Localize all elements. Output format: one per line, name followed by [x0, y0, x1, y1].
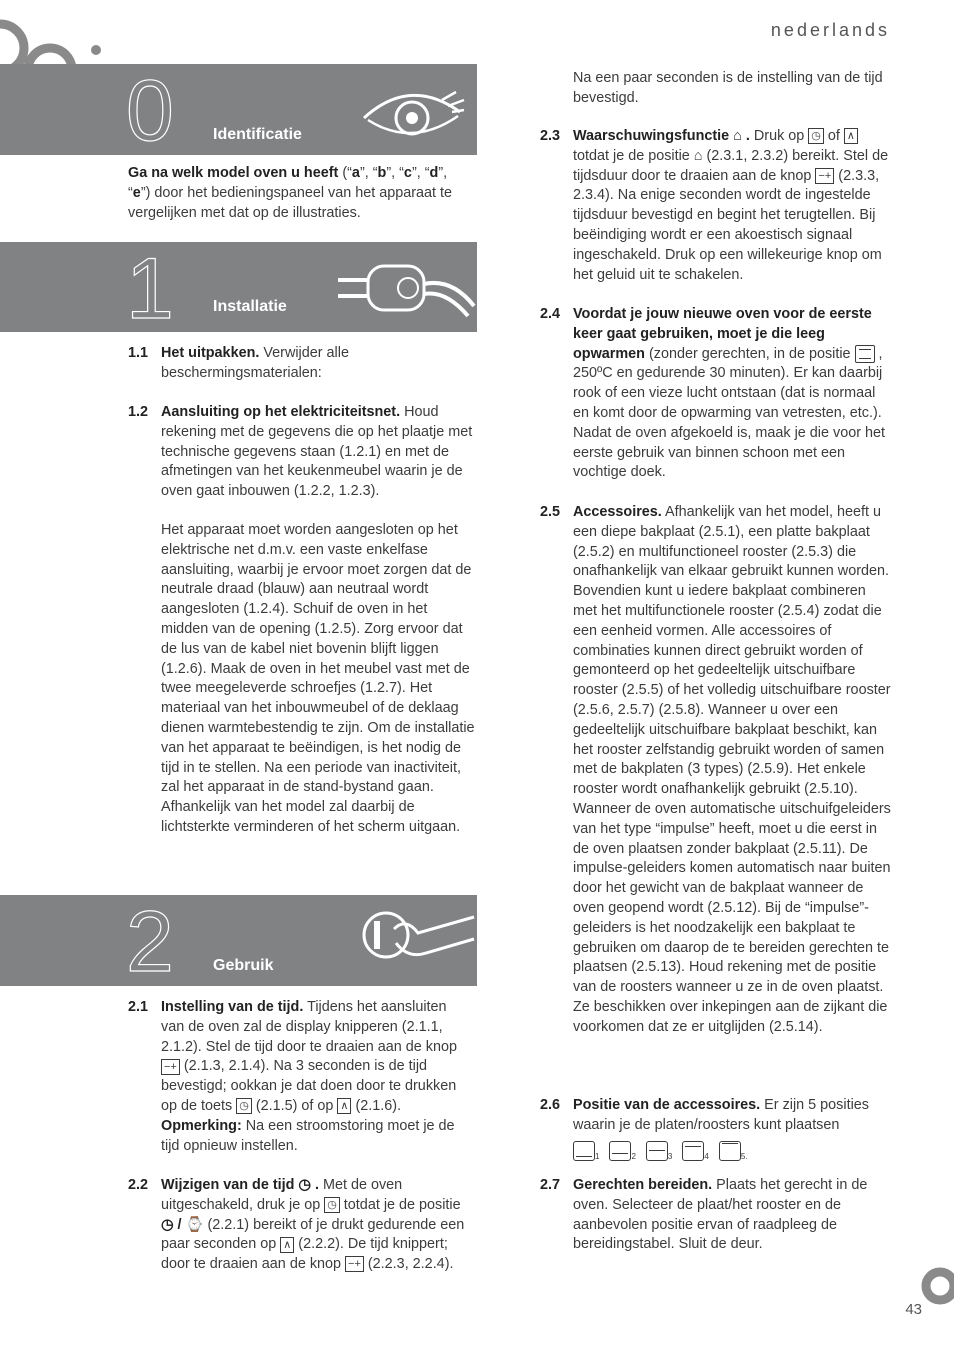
section-header-installatie: [0, 241, 477, 337]
continuation-paragraph: Na een paar seconden is de instelling van de tijd bevestigd.: [573, 70, 883, 106]
section-title: Installatie: [213, 298, 287, 315]
eye-icon: [360, 78, 470, 144]
bell-icon: ⌂: [733, 128, 742, 144]
section-title: Gebruik: [213, 957, 274, 974]
item-1-2-paragraph-2: Het apparaat moet worden aangesloten op het elektrische net d.m.v. een vaste enkelfase aansluiting, waarbij je ervoor moet zorgen dat de neutrale draad (blauw) aan neutraal wordt aangesloten (1.2.4). Schuif de oven in het midden van de opening (1.2.5). Zorg ervoor dat de lus van de kabel niet bovenin blijft liggen (1.2.6). Maak de oven in het meubel vast met de twee meegeleverde schroefjes (1.2.7). Het materiaal van het inbouwmeubel of de deklaag dienen warmtebestendig te zijn. Om de installatie van het apparaat te beëindigen, is het nodig de tijd in te stellen. Na een periode van inactiviteit, zal het apparaat in de stand-bystand gaan. Afhankelijk van het model zal daarbij de lichtsterkte verminderen of het scherm uitgaan.: [161, 522, 475, 835]
section-number: 0: [126, 63, 174, 159]
plusminus-knob-icon: −+: [815, 168, 834, 184]
oven-position-icon: [855, 345, 875, 363]
knob-hand-icon: [356, 909, 476, 981]
clock-key-icon: ◷: [324, 1197, 340, 1213]
plug-icon: [334, 258, 476, 328]
decorative-circles: [0, 18, 110, 68]
up-key-icon: ∧: [280, 1237, 294, 1253]
rack-position-1: 1: [573, 1141, 599, 1161]
clock-key-icon: ◷: [236, 1098, 252, 1114]
section-header-identificatie: [0, 63, 477, 159]
section-number: 1: [126, 241, 174, 337]
bell-icon: ⌂: [693, 147, 703, 164]
clock-icon: ◷: [298, 1177, 311, 1193]
lock-icon: ⌚: [185, 1216, 204, 1233]
page-number: 43: [905, 1301, 922, 1318]
decorative-ring: [918, 1266, 954, 1306]
rack-positions: [573, 1137, 747, 1161]
rack-position-3: 3: [646, 1141, 672, 1161]
rack-position-5: 5.: [719, 1141, 748, 1161]
language-label: nederlands: [770, 20, 890, 40]
up-key-icon: ∧: [337, 1098, 351, 1114]
intro-paragraph: Ga na welk model oven u heeft (“a”, “b”, “c”, “d”, “e”) door het bedieningspaneel van het apparaat te vergelijken met dat op de illustraties.: [128, 165, 453, 221]
clock-icon: ◷: [161, 1216, 174, 1233]
clock-key-icon: ◷: [808, 128, 824, 144]
section-title: Identificatie: [213, 126, 302, 143]
section-header-gebruik: [0, 894, 477, 990]
rack-position-4: 4: [682, 1141, 708, 1161]
rack-position-2: 2: [609, 1141, 635, 1161]
plusminus-knob-icon: −+: [345, 1256, 364, 1272]
section-number: 2: [126, 894, 174, 990]
plusminus-knob-icon: −+: [161, 1059, 180, 1075]
up-key-icon: ∧: [844, 128, 858, 144]
